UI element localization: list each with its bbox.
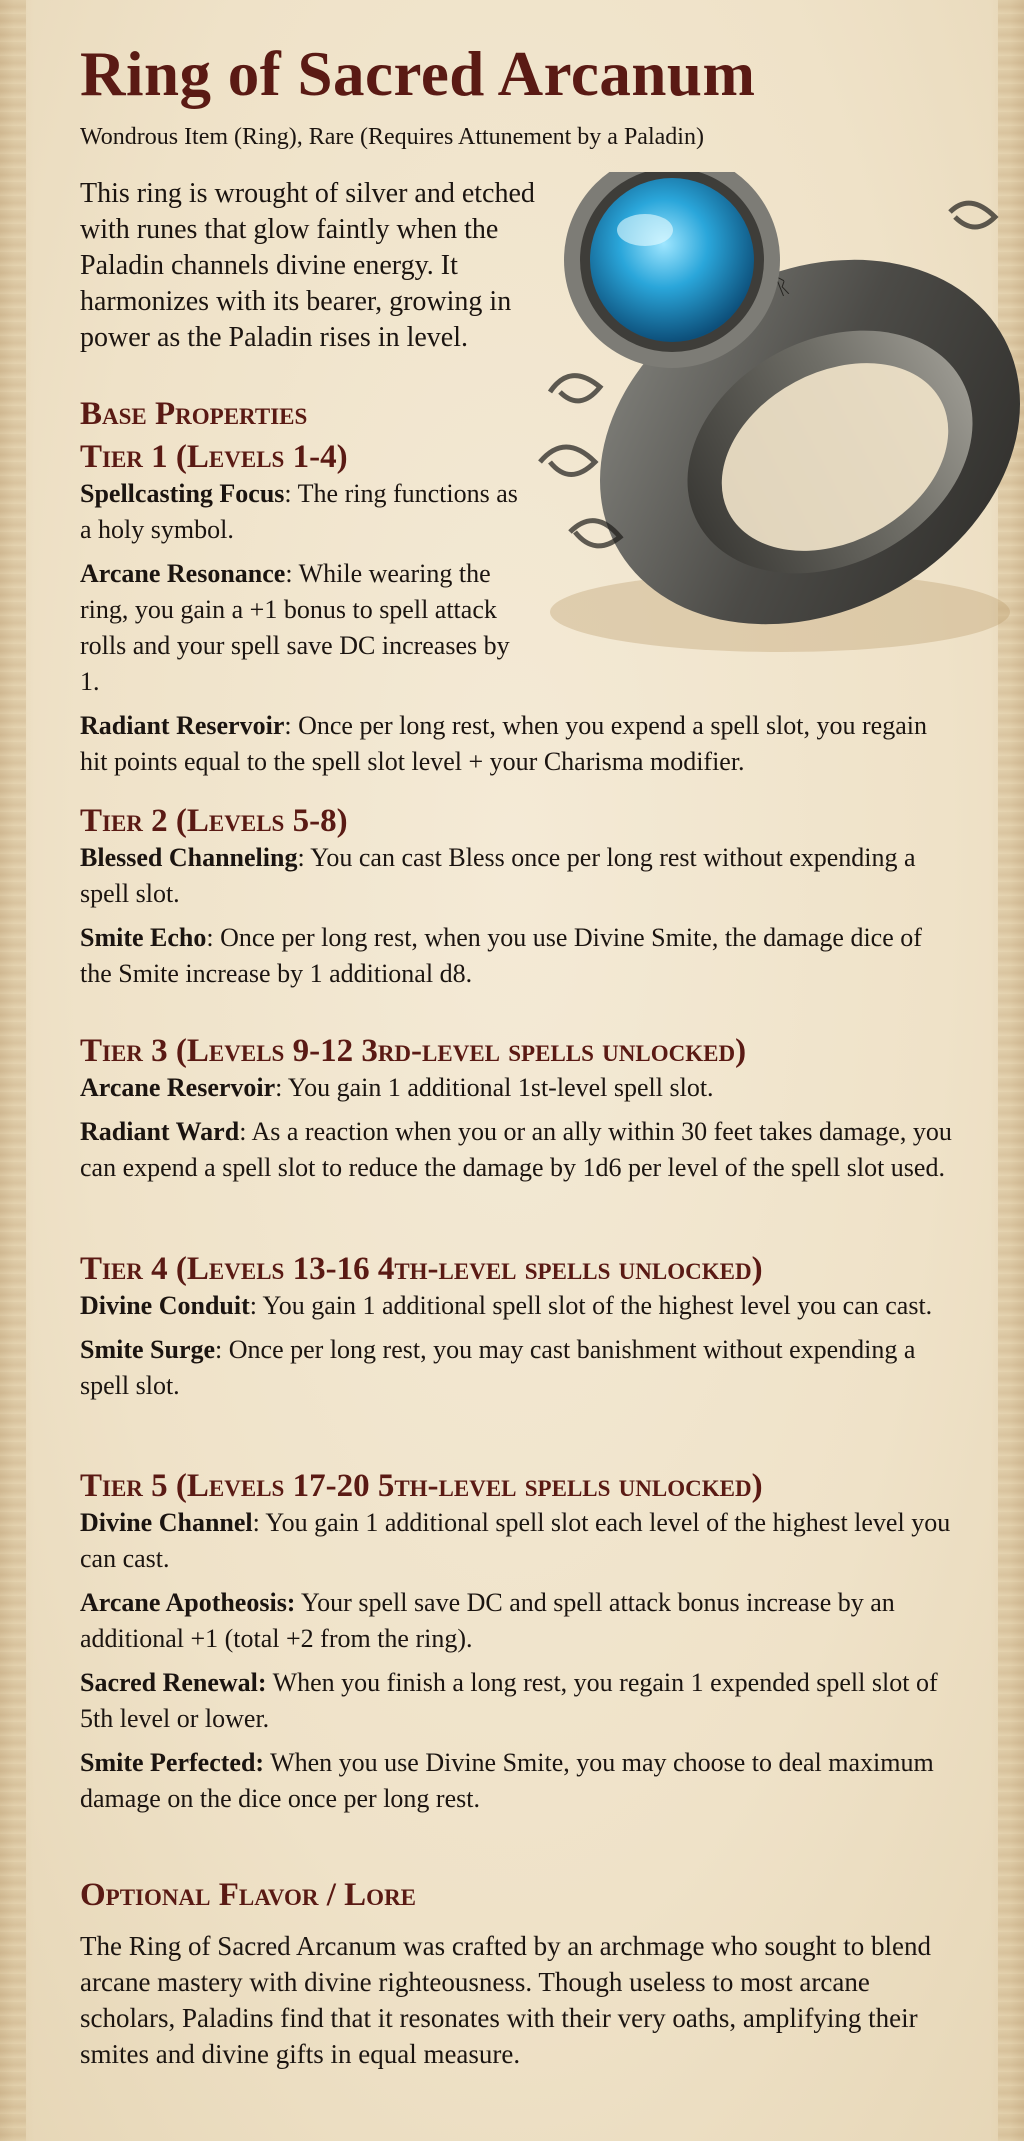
entry-smite-perfected: Smite Perfected: When you use Divine Smite, you may choose to deal maximum damage on the dice once per long rest. xyxy=(80,1748,934,1813)
tier-1-section xyxy=(80,438,960,788)
base-properties-section xyxy=(80,395,307,433)
tier-4-section xyxy=(80,1250,960,1412)
entry-arcane-apotheosis: Arcane Apotheosis: Your spell save DC and spell attack bonus increase by an additional +1 (total +2 from the ring). xyxy=(80,1588,895,1653)
lore-heading: Optional Flavor / Lore xyxy=(80,1877,417,1913)
tier-2-heading: Tier 2 (Levels 5-8) xyxy=(80,803,348,839)
entry-blessed-channeling: Blessed Channeling: You can cast Bless once per long rest without expending a spell slot. xyxy=(80,843,916,908)
item-title: Ring of Sacred Arcanum xyxy=(80,39,756,109)
tier-2-section xyxy=(80,802,960,1000)
entry-radiant-reservoir: Radiant Reservoir: Once per long rest, when you expend a spell slot, you regain hit points equal to the spell slot level + your Charisma modifier. xyxy=(80,711,927,776)
gem-highlight xyxy=(617,214,673,246)
left-border-ornament xyxy=(0,0,26,2141)
lore-text: The Ring of Sacred Arcanum was crafted by an archmage who sought to blend arcane mastery with divine righteousness. Though useless to most arcane scholars, Paladins find that it resonates with their very oaths, amplifying their smites and divine gifts in equal measure. xyxy=(80,1931,931,2069)
lore-section xyxy=(80,1876,960,2072)
item-subtitle: Wondrous Item (Ring), Rare (Requires Attunement by a Paladin) xyxy=(80,124,704,150)
entry-smite-surge: Smite Surge: Once per long rest, you may cast banishment without expending a spell slot. xyxy=(80,1335,916,1400)
entry-arcane-resonance: Arcane Resonance: While wearing the ring, you gain a +1 bonus to spell attack rolls and your spell save DC increases by 1. xyxy=(80,559,510,696)
tier-3-heading: Tier 3 (Levels 9-12 3rd-level spells unlocked) xyxy=(80,1033,747,1069)
entry-divine-channel: Divine Channel: You gain 1 additional spell slot each level of the highest level you can cast. xyxy=(80,1508,951,1573)
gem-stone xyxy=(590,178,754,342)
tier-3-section xyxy=(80,1032,960,1194)
entry-sacred-renewal: Sacred Renewal: When you finish a long rest, you regain 1 expended spell slot of 5th level or lower. xyxy=(80,1668,938,1733)
item-description: This ring is wrought of silver and etched with runes that glow faintly when the Paladin channels divine energy. It harmonizes with its bearer, growing in power as the Paladin rises in level. xyxy=(80,178,535,353)
base-properties-heading: Base Properties xyxy=(80,396,308,432)
entry-smite-echo: Smite Echo: Once per long rest, when you use Divine Smite, the damage dice of the Smite increase by 1 additional d8. xyxy=(80,923,922,988)
tier-4-heading: Tier 4 (Levels 13-16 4th-level spells unlocked) xyxy=(80,1251,763,1287)
tier-5-heading: Tier 5 (Levels 17-20 5th-level spells unlocked) xyxy=(80,1468,763,1504)
entry-radiant-ward: Radiant Ward: As a reaction when you or an ally within 30 feet takes damage, you can expend a spell slot to reduce the damage by 1d6 per level of the spell slot used. xyxy=(80,1117,952,1182)
entry-divine-conduit: Divine Conduit: You gain 1 additional spell slot of the highest level you can cast. xyxy=(80,1291,933,1320)
tier-5-section xyxy=(80,1467,960,1825)
tier-1-heading: Tier 1 (Levels 1-4) xyxy=(80,439,348,475)
entry-spellcasting-focus: Spellcasting Focus: The ring functions as a holy symbol. xyxy=(80,479,518,544)
entry-arcane-reservoir: Arcane Reservoir: You gain 1 additional 1st-level spell slot. xyxy=(80,1073,714,1102)
